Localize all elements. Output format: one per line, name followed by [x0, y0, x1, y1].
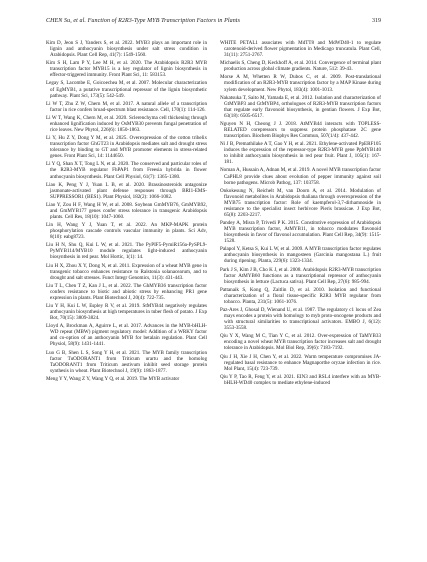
running-header [46, 18, 381, 30]
reference-entry: Palapol Y, Ketsa S, Kui L W, et al. 2009. A MYB transcription factor regulates anthocyanin biosynthesis in mangosteen (Garcinia mangostana L.) fruit during ripening. Planta, 229(6): 1323-1334. [220, 246, 381, 265]
references-body [46, 40, 381, 555]
reference-entry: Li W T, Wang K, Chern M, et al. 2020. Sclerenchyma cell thickening through enhanced lignification induced by OsMYB30 prevents fungal penetration of rice leaves. New Phytol, 226(6): 1850-1863. [46, 114, 207, 133]
reference-entry: Qiu J H, Xie J H, Chen Y, et al. 2022. Warm temperature compromises JA-regulated basal resistance to enhance Magnaporthe oryzae infection in rice. Mol Plant, 15(4): 723-739. [220, 353, 381, 372]
reference-entry: Nakatsuka T, Saito M, Yamada E, et al. 2012. Isolation and characterization of GtMYBP3 and GtMYBP4, orthologues of R2R3-MYB transcription factors that regulate early flavonoid biosynthesis, in gentian flowers. J Exp Bot, 63(18): 6505-6517. [220, 94, 381, 119]
reference-entry: Nguyen N H, Cheong J J. 2018. AtMYB44 interacts with TOPLESS-RELATED corepressors to suppress protein phosphatase 2C gene transcription. Biochem Biophys Res Commun, 507(1/4): 437-442. [220, 120, 381, 140]
reference-entry: Onkokesung N, Reichelt M, van Doorn A, et al. 2014. Modulation of flavonoid metabolites in Arabidopsis thaliana through overexpression of the MYB75 transcription factor: Role of kaempferol-3,7-dirhamnoside in resistance to the specialist insect herbivore Pieris brassicae. J Exp Bot, 65(8): 2203-2217. [220, 187, 381, 218]
reference-entry: Meng Y Y, Wang Z Y, Wang Y Q, et al. 2019. The MYB activator [46, 375, 180, 382]
reference-entry: Lloyd A, Brockman A, Aguirre L, et al. 2017. Advances in the MYB-bHLH-WD repeat (MBW) pigment regulatory model: Addition of a WRKY factor and co-option of an anthocyanin MYB for betalain regulation. Plant Cell Physiol, 58(9): 1431-1441. [46, 323, 207, 348]
reference-entry: Park J S, Kim J B, Cho K J, et al. 2008. Arabidopsis R2R3-MYB transcription factor AtMYB60 functions as a transcriptional repressor of anthocyanin biosynthesis in lettuce (Lactuca sativa). Plant Cell Rep, 27(6): 985-994. [220, 266, 381, 285]
reference-entry: Morse A M, Whetten R W, Dubos C, et al. 2009. Post-translational modification of an R2R3-MYB transcription factor by a MAP Kinase during xylem development. New Phytol, 183(4): 1001-1013. [220, 74, 381, 93]
references-left-column [46, 40, 207, 555]
reference-entry: Noman A, Hussain A, Adnan M, et al. 2019. A novel MYB transcription factor CaPHL8 provide clues about evolution of pepper immunity against soil borne pathogens. Microb Pathog, 137: 103758. [220, 167, 381, 186]
reference-entry: Pattanaik S, Kong Q, Zaitlin D, et al. 2010. Isolation and functional characterization of a floral tissue-specific R2R3 MYB regulator from tobacco. Planta, 231(5): 1061-1076. [220, 286, 381, 305]
reference-entry: Luo G B, Shen L S, Song Y H, et al. 2021. The MYB family transcription factor TuODORANT1 from Triticum urartu and the homolog TaODORANT1 from Triticum aestivum inhibit seed storage protein synthesis in wheat. Plant Biotechnol J, 19(9): 1863-1877. [46, 349, 207, 374]
page-number: 319 [372, 18, 381, 24]
reference-entry: Qiu Y X, Wang M C, Tian Y C, et al. 2012. Over-expression of TaMYB33 encoding a novel wheat MYB transcription factor increases salt and drought tolerance in Arabidopsis. Mol Biol Rep, 39(6): 7183-7192. [220, 333, 381, 352]
reference-entry: Liu H N, Shu Q, Kui L W, et al. 2021. The PyPIF5-PymiR156a-PySPL9-PyMYB114/MYB10 module regulates light-induced anthocyanin biosynthesis in red pear. Mol Hortic, 1(1): 14. [46, 242, 207, 261]
reference-entry: Liu T L, Chen T Z, Kan J L, et al. 2022. The GhMYB36 transcription factor confers resistance to biotic and abiotic stress by enhancing PR1 gene expression in plants. Plant Biotechnol J, 20(4): 722-735. [46, 282, 207, 301]
reference-entry: Paz-Ares J, Ghosal D, Wienand U, et al. 1987. The regulatory c1 locus of Zea mays encodes a protein with homology to myb proto-oncogene products and with structural similarities to transcriptional activators. EMBO J, 6(12): 3553-3558. [220, 307, 381, 332]
reference-entry: Kim S H, Lam P Y, Lee M H, et al. 2020. The Arabidopsis R2R3 MYB transcription factor MYB15 is a key regulator of lignin biosynthesis in effector-triggered immunity. Front Plant Sci, 11: 583153. [46, 60, 207, 79]
reference-entry: Kim D, Jeon S J, Yanders S, et al. 2022. MYB3 plays an important role in lignin and anthocyanin biosynthesis under salt stress condition in Arabidopsis. Plant Cell Rep, 41(7): 1549-1560. [46, 40, 207, 59]
reference-entry: Legay S, Lacombe E, Goicoechea M, et al. 2007. Molecular characterization of EgMYB1, a putative transcriptional repressor of the lignin biosynthetic pathway. Plant Sci, 173(5): 542-549. [46, 80, 207, 99]
references-right-column [220, 40, 381, 555]
reference-entry: Michaelis S, Cheng D, Keckhoff A, et al. 2014. Convergence of terminal plant production across global climate gradients. Nature, 512: 39-43. [220, 60, 381, 73]
reference-entry: Qiu Y P, Tao R, Feng Y, et al. 2021. EIN3 and RSL4 interfere with an MYB-bHLH-WD40 complex to mediate ethylene-induced [220, 373, 381, 386]
reference-entry: Liu Y H, Kui L W, Espley R V, et al. 2019. StMYB44 negatively regulates anthocyanin biosynthesis at high temperatures in tuber flesh of potato. J Exp Bot, 70(15): 3809-3824. [46, 303, 207, 322]
reference-entry: Pandey A, Misra P, Trivedi P K. 2015. Constitutive expression of Arabidopsis MYB transcription factor, AtMYB11, in tobacco modulates flavonoid biosynthesis in favor of flavonol accumulation. Plant Cell Rep, 34(9): 1515-1528. [220, 220, 381, 245]
reference-entry: Liu H X, Zhou X Y, Dong N, et al. 2011. Expression of a wheat MYB gene in transgenic tobacco enhances resistance to Ralstonia solanacearum, and to drought and salt stresses. Funct Integr Genomics, 11(3): 431-443. [46, 262, 207, 281]
reference-entry: Li Y Q, Shan X T, Tong L N, et al. 2020. The conserved and particular roles of the R2R3-MYB regulator FhPAP1 from Freesia hybrida in flower anthocyanin biosynthesis. Plant Cell Physiol, 61(7): 1365-1380. [46, 161, 207, 180]
reference-entry: Liao Y, Zou H F, Wang H W, et al. 2008. Soybean GmMYB76, GmMYB92, and GmMYB177 genes confer stress tolerance in transgenic Arabidopsis plants. Cell Res, 18(10): 1047-1060. [46, 201, 207, 220]
reference-entry: Li W T, Zhu Z W, Chern M, et al. 2017. A natural allele of a transcription factor in rice confers broad-spectrum blast resistance. Cell, 170(1): 114-126. [46, 100, 207, 113]
reference-entry: Liao K, Peng Y J, Yuan L B, et al. 2020. Brassinosteroids antagonize jasmonate-activated plant defense responses through BRI1-EMS-SUPPRESSOR1 (BES1). Plant Physiol, 182(2): 1066-1082. [46, 181, 207, 200]
reference-entry: Ni J B, Premathilake A T, Gao Y H, et al. 2021. Ethylene-activated PpERF105 induces the expression of the repressor-type R2R3-MYB gene PpMYB140 to inhibit anthocyanin biosynthesis in red pear fruit. Plant J, 105(1): 167-181. [220, 141, 381, 166]
running-title: CHEN Su, et al. Function of R2R3-Type MYB Transcription Factors in Plants [46, 18, 241, 24]
reference-entry: Lin H, Wang Y J, Yuan T, et al. 2022. An MKP-MAPK protein phosphorylation cascade controls vascular immunity in plants. Sci Adv, 8(10): eabg8723. [46, 222, 207, 241]
reference-entry: WHITE PETAL1 associates with MdTT8 and MdWD40-1 to regulate carotenoid-derived flower pigmentation in Medicago truncatula. Plant Cell, 31(11): 2751-2767. [220, 40, 381, 59]
reference-entry: Li Y, Hu Z Y, Dong Y M, et al. 2025. Overexpression of the cotton trihelix transcription factor GhGT23 in Arabidopsis mediates salt and drought stress tolerance by binding to GT and MYB promoter elements in stress-related genes. Front Plant Sci, 14: 1144650. [46, 135, 207, 160]
